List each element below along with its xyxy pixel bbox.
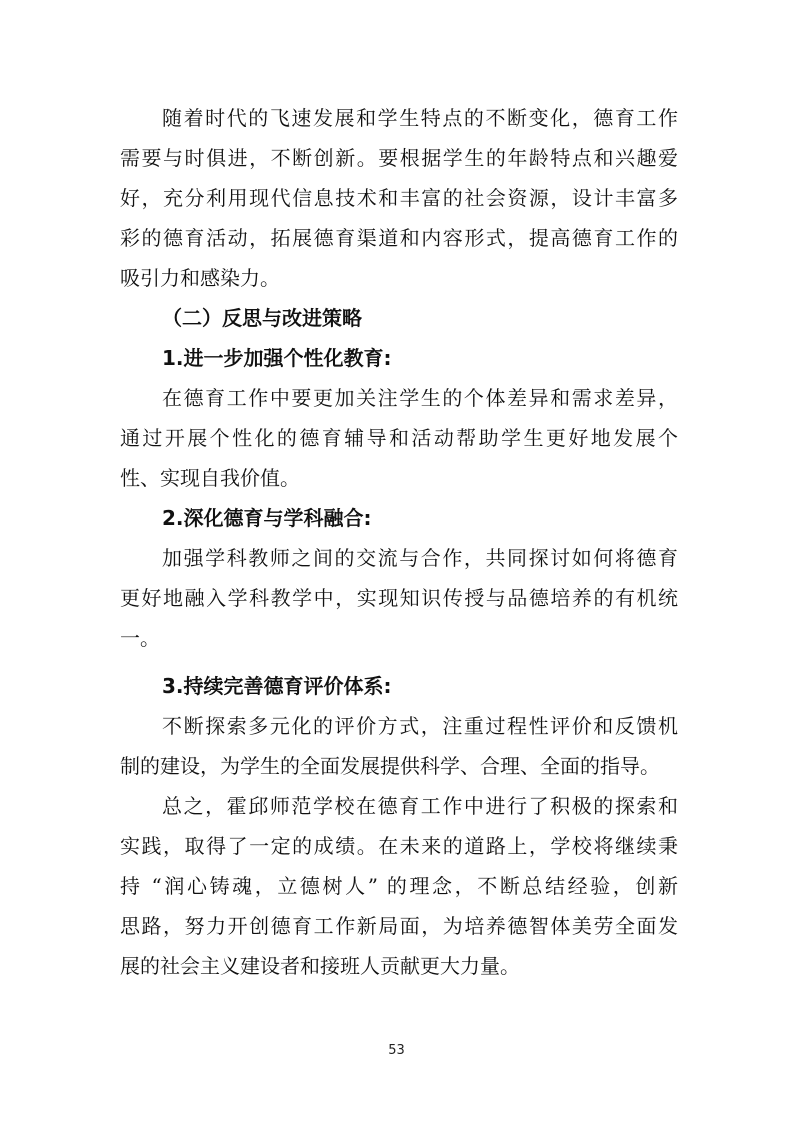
- paragraph-line: 更好地融入学科教学中，实现知识传授与品德培养的有机统: [120, 586, 678, 610]
- paragraph-line: 加强学科教师之间的交流与合作，共同探讨如何将德育: [162, 546, 678, 570]
- item-heading: 3.持续完善德育评价体系:: [162, 674, 392, 698]
- paragraph-line: 在德育工作中要更加关注学生的个体差异和需求差异，: [162, 386, 678, 410]
- paragraph-line: 总之，霍邱师范学校在德育工作中进行了积极的探索和: [162, 794, 678, 818]
- paragraph-line: 思路，努力开创德育工作新局面，为培养德智体美劳全面发: [120, 914, 678, 938]
- paragraph-line: 好，充分利用现代信息技术和丰富的社会资源，设计丰富多: [120, 186, 678, 210]
- paragraph-line: 通过开展个性化的德育辅导和活动帮助学生更好地发展个: [120, 426, 678, 450]
- item-1: [120, 338, 678, 498]
- paragraph-line: 持 “润心铸魂，立德树人” 的理念，不断总结经验，创新: [120, 874, 678, 898]
- paragraph-line: 实践，取得了一定的成绩。在未来的道路上，学校将继续秉: [120, 834, 678, 858]
- paragraph-line: 需要与时俱进，不断创新。要根据学生的年龄特点和兴趣爱: [120, 146, 678, 170]
- section-heading: （二）反思与改进策略: [162, 306, 362, 330]
- page-number: 53: [388, 1043, 405, 1058]
- paragraph-line: 随着时代的飞速发展和学生特点的不断变化，德育工作: [162, 106, 678, 130]
- paragraph-conclusion: [120, 786, 678, 986]
- item-2: [120, 498, 678, 658]
- paragraph-line: 彩的德育活动，拓展德育渠道和内容形式，提高德育工作的: [120, 226, 678, 250]
- paragraph-line: 展的社会主义建设者和接班人贡献更大力量。: [120, 954, 520, 978]
- paragraph-line: 一。: [120, 626, 160, 650]
- item-heading: 2.深化德育与学科融合:: [162, 506, 372, 530]
- paragraph-line: 吸引力和感染力。: [120, 266, 280, 290]
- paragraph-line: 不断探索多元化的评价方式，注重过程性评价和反馈机: [162, 714, 678, 738]
- item-heading: 1.进一步加强个性化教育:: [162, 346, 392, 370]
- item-3: [120, 666, 678, 786]
- page-body: [120, 98, 678, 986]
- paragraph-line: 性、实现自我价值。: [120, 466, 300, 490]
- paragraph-intro: [120, 98, 678, 298]
- paragraph-line: 制的建设，为学生的全面发展提供科学、合理、全面的指导。: [120, 754, 660, 778]
